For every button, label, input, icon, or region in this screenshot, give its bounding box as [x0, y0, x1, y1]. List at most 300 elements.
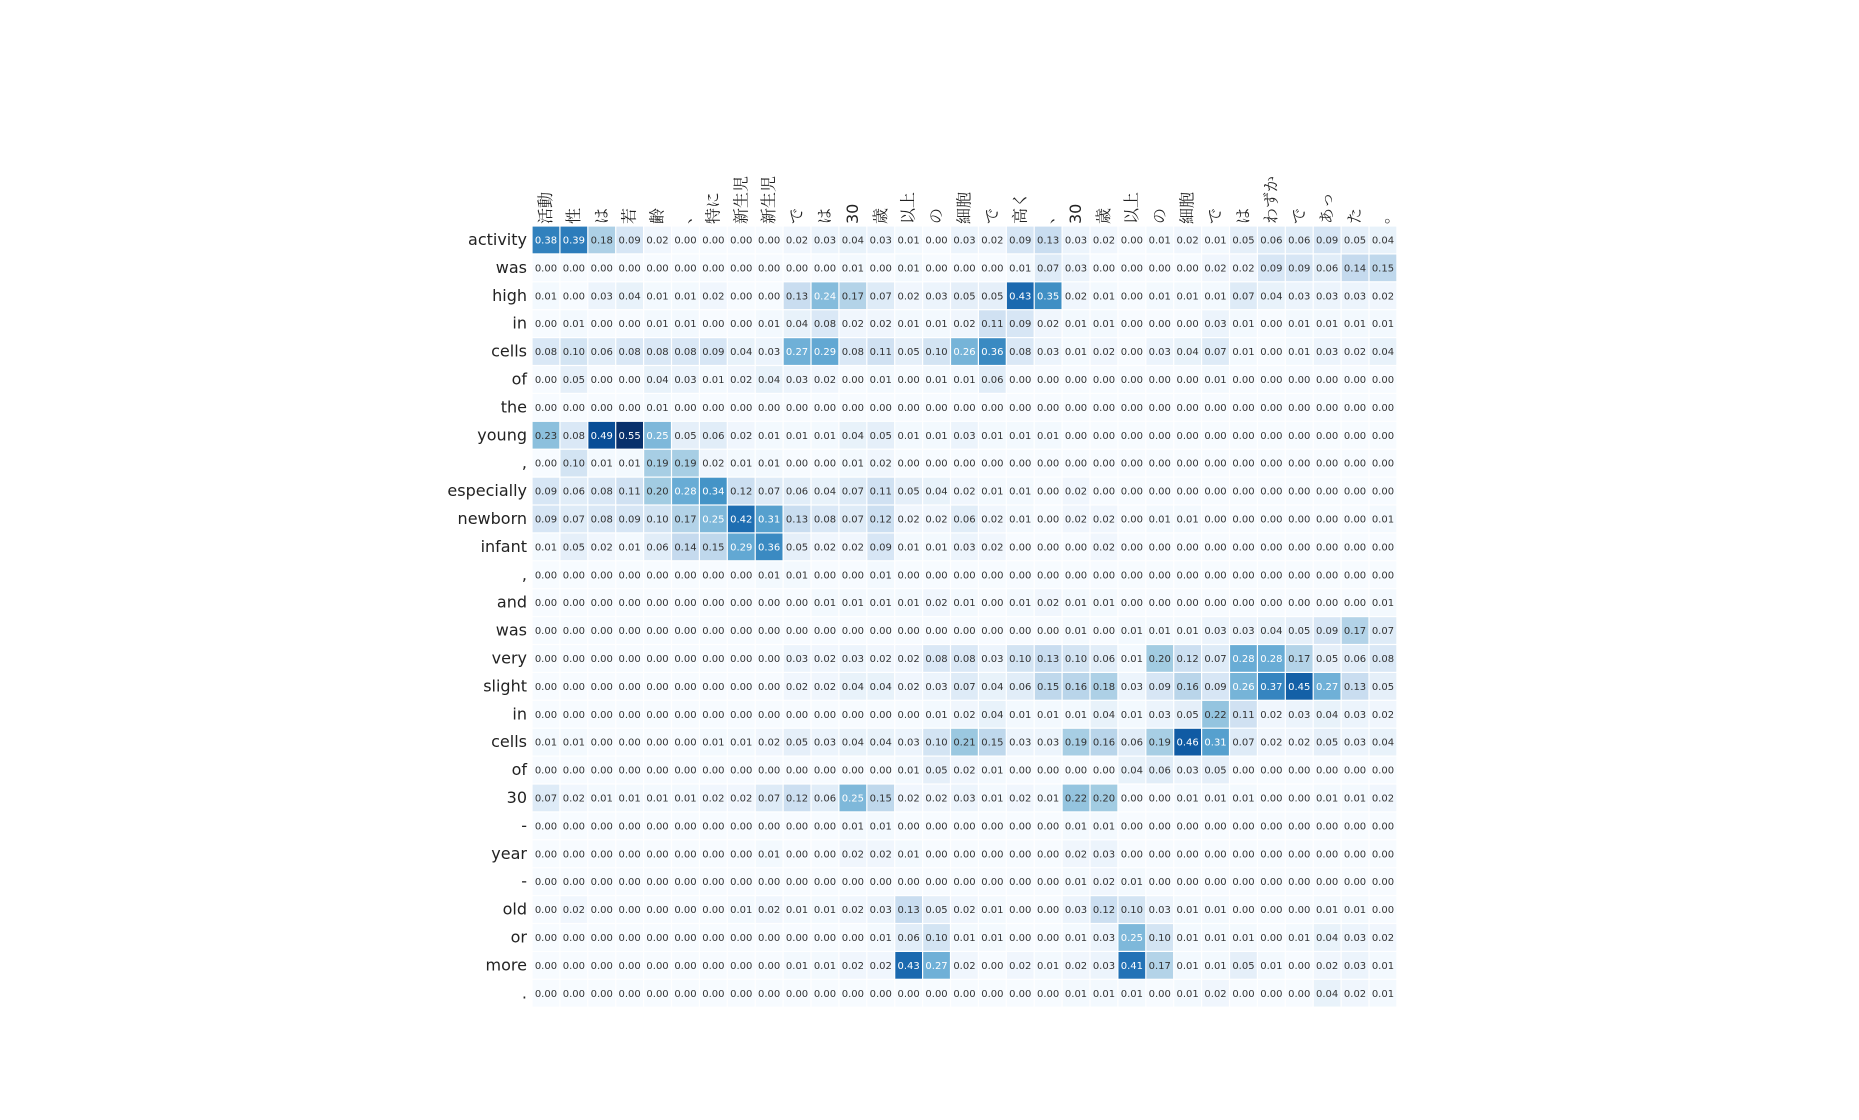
cell-value-label: 0.00 [618, 319, 641, 331]
cell-value-label: 0.02 [953, 486, 976, 498]
cell-value-label: 0.04 [841, 681, 864, 693]
cell-value-label: 0.00 [730, 570, 753, 582]
cell-value-label: 0.00 [1204, 458, 1227, 470]
cell-value-label: 0.36 [981, 347, 1004, 359]
cell-value-label: 0.09 [1260, 263, 1283, 275]
cell-value-label: 0.02 [1092, 514, 1116, 526]
y-tick-label: or [510, 927, 527, 947]
cell-value-label: 0.00 [1148, 402, 1171, 414]
cell-value-label: 0.01 [1204, 960, 1227, 972]
cell-value-label: 0.00 [730, 626, 753, 638]
cell-value-label: 0.41 [1120, 960, 1143, 972]
cell-value-label: 0.01 [1176, 291, 1199, 303]
cell-value-label: 0.00 [1064, 542, 1088, 554]
cell-value-label: 0.02 [813, 681, 837, 693]
cell-value-label: 0.00 [1232, 877, 1255, 889]
cell-value-label: 0.00 [730, 932, 753, 944]
cell-value-label: 0.00 [1260, 347, 1283, 359]
cell-value-label: 0.01 [1232, 932, 1255, 944]
cell-value-label: 0.00 [1371, 849, 1395, 861]
cell-value-label: 0.00 [1120, 542, 1143, 554]
cell-value-label: 0.01 [841, 821, 864, 833]
cell-value-label: 0.00 [981, 626, 1004, 638]
cell-value-label: 0.00 [1037, 542, 1060, 554]
cell-value-label: 0.05 [1371, 681, 1395, 693]
cell-value-label: 0.00 [1009, 765, 1032, 777]
cell-value-label: 0.31 [1204, 737, 1227, 749]
cell-value-label: 0.00 [534, 263, 558, 275]
cell-value-label: 0.01 [758, 570, 781, 582]
cell-value-label: 0.01 [618, 542, 641, 554]
x-tick-label: は [1233, 207, 1253, 224]
cell-value-label: 0.02 [925, 793, 948, 805]
cell-value-label: 0.01 [953, 374, 976, 386]
cell-value-label: 0.16 [1176, 681, 1199, 693]
cell-value-label: 0.28 [1232, 653, 1255, 665]
cell-value-label: 0.00 [730, 402, 753, 414]
y-tick-label: activity [468, 229, 527, 249]
cell-value-label: 0.00 [758, 235, 781, 247]
cell-value-label: 0.00 [1343, 877, 1367, 889]
x-tick-label: 30 [1066, 203, 1086, 224]
cell-value-label: 0.03 [1343, 737, 1367, 749]
cell-value-label: 0.00 [897, 374, 920, 386]
cell-value-label: 0.00 [1176, 486, 1199, 498]
cell-value-label: 0.00 [1120, 486, 1143, 498]
cell-value-label: 0.00 [590, 598, 613, 610]
cell-value-label: 0.42 [730, 514, 753, 526]
cell-value-label: 0.00 [1288, 542, 1311, 554]
cell-value-label: 0.01 [897, 542, 920, 554]
cell-value-label: 0.10 [925, 347, 948, 359]
cell-value-label: 0.06 [785, 486, 809, 498]
cell-value-label: 0.00 [590, 821, 613, 833]
cell-value-label: 0.43 [1009, 291, 1032, 303]
cell-value-label: 0.01 [1343, 905, 1367, 917]
cell-value-label: 0.00 [1148, 877, 1171, 889]
cell-value-label: 0.00 [1371, 542, 1395, 554]
cell-value-label: 0.00 [618, 905, 641, 917]
cell-value-label: 0.00 [1232, 598, 1255, 610]
cell-value-label: 0.00 [1120, 291, 1143, 303]
cell-value-label: 0.00 [1120, 821, 1143, 833]
cell-value-label: 0.03 [869, 905, 892, 917]
cell-value-label: 0.06 [1009, 681, 1032, 693]
cell-value-label: 0.01 [1148, 235, 1171, 247]
cell-value-label: 0.09 [1009, 319, 1032, 331]
cell-value-label: 0.00 [758, 932, 781, 944]
cell-value-label: 0.00 [981, 849, 1004, 861]
cell-value-label: 0.00 [562, 263, 585, 275]
cell-value-label: 0.00 [618, 598, 641, 610]
cell-value-label: 0.00 [534, 626, 558, 638]
cell-value-label: 0.31 [758, 514, 781, 526]
cell-value-label: 0.00 [1037, 486, 1060, 498]
cell-value-label: 0.02 [981, 514, 1004, 526]
cell-value-label: 0.15 [1371, 263, 1395, 275]
cell-value-label: 0.00 [953, 849, 976, 861]
cell-value-label: 0.00 [1316, 849, 1339, 861]
cell-value-label: 0.03 [953, 235, 976, 247]
cell-value-label: 0.04 [1176, 347, 1199, 359]
cell-value-label: 0.05 [1316, 737, 1339, 749]
cell-value-label: 0.02 [1288, 737, 1311, 749]
cell-value-label: 0.03 [1288, 291, 1311, 303]
cell-value-label: 0.00 [1148, 458, 1171, 470]
cell-value-label: 0.03 [897, 737, 920, 749]
cell-value-label: 0.09 [1316, 626, 1339, 638]
cell-value-label: 0.00 [813, 570, 837, 582]
cell-value-label: 0.02 [590, 542, 613, 554]
cell-value-label: 0.04 [618, 291, 641, 303]
cell-value-label: 0.00 [869, 626, 892, 638]
cell-value-label: 0.11 [1232, 709, 1255, 721]
cell-value-label: 0.00 [813, 877, 837, 889]
cell-value-label: 0.19 [1064, 737, 1088, 749]
cell-value-label: 0.00 [646, 960, 669, 972]
cell-value-label: 0.00 [702, 626, 725, 638]
cell-value-label: 0.00 [1120, 374, 1143, 386]
cell-value-label: 0.01 [981, 765, 1004, 777]
cell-value-label: 0.01 [646, 402, 669, 414]
y-axis-labels [447, 230, 527, 1002]
cell-value-label: 0.02 [813, 374, 837, 386]
cell-value-label: 0.01 [1148, 626, 1171, 638]
cell-value-label: 0.00 [1260, 542, 1283, 554]
cell-value-label: 0.34 [702, 486, 725, 498]
cell-value-label: 0.01 [869, 932, 892, 944]
cell-value-label: 0.17 [1343, 626, 1367, 638]
cell-value-label: 0.00 [702, 905, 725, 917]
x-tick-label: 若 [619, 207, 639, 224]
cell-value-label: 0.02 [1037, 319, 1060, 331]
cell-value-label: 0.02 [1204, 988, 1227, 1000]
cell-value-label: 0.00 [1232, 514, 1255, 526]
cell-value-label: 0.01 [1120, 653, 1143, 665]
cell-value-label: 0.00 [730, 263, 753, 275]
cell-value-label: 0.01 [1037, 709, 1060, 721]
cell-value-label: 0.02 [785, 681, 809, 693]
cell-value-label: 0.01 [1316, 905, 1339, 917]
cell-value-label: 0.00 [618, 374, 641, 386]
cell-value-label: 0.00 [785, 849, 809, 861]
cell-value-label: 0.00 [730, 765, 753, 777]
cell-value-label: 0.00 [534, 765, 558, 777]
cell-value-label: 0.01 [1064, 598, 1088, 610]
cell-value-label: 0.00 [534, 374, 558, 386]
cell-value-label: 0.00 [1176, 542, 1199, 554]
cell-value-label: 0.00 [1371, 402, 1395, 414]
cell-value-label: 0.02 [981, 542, 1004, 554]
cell-value-label: 0.01 [1176, 514, 1199, 526]
cell-value-label: 0.02 [869, 653, 892, 665]
cell-value-label: 0.08 [562, 430, 585, 442]
cell-value-label: 0.00 [1037, 905, 1060, 917]
cell-value-label: 0.00 [897, 626, 920, 638]
cell-value-label: 0.00 [1204, 486, 1227, 498]
cell-value-label: 0.00 [841, 374, 864, 386]
cell-value-label: 0.00 [785, 598, 809, 610]
cell-value-label: 0.03 [1064, 235, 1088, 247]
cell-value-label: 0.00 [758, 291, 781, 303]
cell-value-label: 0.00 [674, 263, 697, 275]
cell-value-label: 0.00 [1120, 514, 1143, 526]
cell-value-label: 0.00 [590, 681, 613, 693]
cell-value-label: 0.00 [1120, 570, 1143, 582]
cell-value-label: 0.00 [1371, 374, 1395, 386]
cell-value-label: 0.01 [1092, 821, 1116, 833]
cell-value-label: 0.00 [1260, 458, 1283, 470]
cell-value-label: 0.10 [1148, 932, 1171, 944]
cell-value-label: 0.00 [1009, 374, 1032, 386]
cell-value-label: 0.00 [785, 821, 809, 833]
cell-value-label: 0.00 [674, 681, 697, 693]
cell-value-label: 0.28 [1260, 653, 1283, 665]
cell-value-label: 0.00 [785, 263, 809, 275]
cell-value-label: 0.00 [1343, 486, 1367, 498]
cell-value-label: 0.00 [646, 737, 669, 749]
cell-value-label: 0.00 [1176, 849, 1199, 861]
cell-value-label: 0.01 [1176, 960, 1199, 972]
cell-value-label: 0.00 [981, 402, 1004, 414]
cell-value-label: 0.00 [1260, 932, 1283, 944]
cell-value-label: 0.07 [758, 793, 781, 805]
cell-value-label: 0.07 [1204, 653, 1227, 665]
cell-value-label: 0.00 [1176, 263, 1199, 275]
cell-value-label: 0.01 [590, 458, 613, 470]
cell-value-label: 0.00 [730, 319, 753, 331]
cell-value-label: 0.10 [925, 737, 948, 749]
cell-value-label: 0.00 [590, 319, 613, 331]
cell-value-label: 0.09 [618, 514, 641, 526]
x-tick-label: 以上 [1121, 191, 1141, 224]
cell-value-label: 0.04 [869, 681, 892, 693]
cell-value-label: 0.00 [758, 709, 781, 721]
cell-value-label: 0.03 [1120, 681, 1143, 693]
cell-value-label: 0.03 [813, 737, 837, 749]
cell-value-label: 0.00 [674, 988, 697, 1000]
cell-value-label: 0.00 [1232, 542, 1255, 554]
cell-value-label: 0.01 [1316, 319, 1339, 331]
cell-value-label: 0.00 [1260, 988, 1283, 1000]
cell-value-label: 0.00 [1064, 374, 1088, 386]
cell-value-label: 0.00 [925, 877, 948, 889]
cell-value-label: 0.00 [1371, 570, 1395, 582]
cell-value-label: 0.00 [1316, 486, 1339, 498]
cell-value-label: 0.00 [562, 849, 585, 861]
cell-value-label: 0.00 [981, 988, 1004, 1000]
cell-value-label: 0.00 [841, 626, 864, 638]
cell-value-label: 0.00 [1232, 765, 1255, 777]
cell-value-label: 0.03 [953, 793, 976, 805]
cell-value-label: 0.03 [1009, 737, 1032, 749]
y-tick-label: especially [447, 481, 527, 501]
cell-value-label: 0.00 [1288, 402, 1311, 414]
cell-value-label: 0.00 [534, 960, 558, 972]
cell-value-label: 0.00 [1232, 570, 1255, 582]
cell-value-label: 0.00 [1316, 402, 1339, 414]
cell-value-label: 0.03 [1148, 905, 1171, 917]
cell-value-label: 0.00 [758, 626, 781, 638]
cell-value-label: 0.08 [590, 486, 613, 498]
cell-value-label: 0.02 [702, 291, 725, 303]
cell-value-label: 0.00 [1176, 319, 1199, 331]
cell-value-label: 0.00 [1316, 877, 1339, 889]
cell-value-label: 0.00 [1204, 821, 1227, 833]
cell-value-label: 0.09 [1288, 263, 1311, 275]
cell-value-label: 0.00 [1037, 877, 1060, 889]
cell-value-label: 0.00 [953, 877, 976, 889]
cell-value-label: 0.08 [1009, 347, 1032, 359]
cell-value-label: 0.04 [758, 374, 781, 386]
cell-value-label: 0.01 [841, 598, 864, 610]
cell-value-label: 0.05 [1288, 626, 1311, 638]
cell-value-label: 0.00 [1092, 430, 1116, 442]
cell-value-label: 0.03 [1064, 905, 1088, 917]
cell-value-label: 0.45 [1288, 681, 1311, 693]
cell-value-label: 0.01 [1009, 430, 1032, 442]
cell-value-label: 0.00 [953, 626, 976, 638]
cell-value-label: 0.00 [1316, 570, 1339, 582]
cell-value-label: 0.00 [590, 988, 613, 1000]
cell-value-label: 0.05 [1316, 653, 1339, 665]
cell-value-label: 0.01 [785, 430, 809, 442]
cell-value-label: 0.01 [730, 458, 753, 470]
cell-value-label: 0.01 [1204, 905, 1227, 917]
cell-value-label: 0.00 [1316, 765, 1339, 777]
cell-value-label: 0.03 [1176, 765, 1199, 777]
cell-value-label: 0.00 [702, 821, 725, 833]
x-tick-label: 齢 [647, 207, 667, 224]
cell-value-label: 0.00 [618, 765, 641, 777]
cell-value-label: 0.00 [1176, 877, 1199, 889]
cell-value-label: 0.06 [813, 793, 837, 805]
cell-value-label: 0.00 [813, 988, 837, 1000]
x-tick-label: 、 [675, 207, 695, 224]
cell-value-label: 0.03 [1204, 319, 1227, 331]
cell-value-label: 0.00 [646, 988, 669, 1000]
cell-value-label: 0.01 [1176, 793, 1199, 805]
cell-value-label: 0.00 [953, 988, 976, 1000]
y-tick-label: of [511, 760, 527, 780]
cell-value-label: 0.02 [1009, 960, 1032, 972]
cell-value-label: 0.00 [1037, 626, 1060, 638]
cell-value-label: 0.00 [869, 877, 892, 889]
cell-value-label: 0.06 [1120, 737, 1143, 749]
cell-value-label: 0.01 [981, 430, 1004, 442]
cell-value-label: 0.06 [702, 430, 725, 442]
cell-value-label: 0.01 [1064, 626, 1088, 638]
cell-value-label: 0.00 [925, 821, 948, 833]
cell-value-label: 0.00 [534, 849, 558, 861]
cell-value-label: 0.07 [841, 486, 864, 498]
cell-value-label: 0.25 [646, 430, 669, 442]
cell-value-label: 0.06 [981, 374, 1004, 386]
cell-value-label: 0.00 [1288, 374, 1311, 386]
cell-value-label: 0.00 [1037, 570, 1060, 582]
cell-value-label: 0.00 [1288, 821, 1311, 833]
cell-value-label: 0.00 [1288, 486, 1311, 498]
cell-value-label: 0.00 [646, 570, 669, 582]
cell-value-label: 0.13 [785, 291, 809, 303]
cell-value-label: 0.00 [674, 737, 697, 749]
cell-value-label: 0.00 [1343, 514, 1367, 526]
cell-value-label: 0.10 [1120, 905, 1143, 917]
cell-value-label: 0.00 [1009, 542, 1032, 554]
cell-value-label: 0.00 [1120, 598, 1143, 610]
cell-value-label: 0.00 [534, 932, 558, 944]
cell-value-label: 0.17 [674, 514, 697, 526]
cell-value-label: 0.03 [1037, 737, 1060, 749]
cell-value-label: 0.01 [1232, 347, 1255, 359]
cell-value-label: 0.01 [1064, 347, 1088, 359]
cell-value-label: 0.24 [813, 291, 837, 303]
cell-value-label: 0.01 [981, 932, 1004, 944]
cell-value-label: 0.00 [730, 653, 753, 665]
cell-value-label: 0.00 [1204, 430, 1227, 442]
cell-value-label: 0.00 [841, 570, 864, 582]
cell-value-label: 0.00 [562, 960, 585, 972]
cell-value-label: 0.01 [1176, 905, 1199, 917]
cell-value-label: 0.00 [1148, 821, 1171, 833]
cell-value-label: 0.00 [1371, 905, 1395, 917]
cell-value-label: 0.01 [1092, 988, 1116, 1000]
cell-value-label: 0.00 [702, 932, 725, 944]
cell-value-label: 0.07 [1371, 626, 1395, 638]
cell-value-label: 0.04 [841, 737, 864, 749]
cell-value-label: 0.05 [1176, 709, 1199, 721]
cell-value-label: 0.00 [1148, 988, 1171, 1000]
cell-value-label: 0.00 [730, 821, 753, 833]
cell-value-label: 0.06 [897, 932, 920, 944]
cell-value-label: 0.00 [841, 765, 864, 777]
cell-value-label: 0.01 [1037, 960, 1060, 972]
cell-value-label: 0.01 [981, 793, 1004, 805]
cell-value-label: 0.37 [1260, 681, 1283, 693]
cell-value-label: 0.02 [1064, 960, 1088, 972]
cell-value-label: 0.01 [562, 737, 585, 749]
y-tick-label: cells [491, 732, 527, 752]
cell-value-label: 0.04 [1371, 347, 1395, 359]
cell-value-label: 0.03 [981, 653, 1004, 665]
cell-value-label: 0.00 [897, 821, 920, 833]
y-tick-label: and [496, 592, 527, 612]
cell-value-label: 0.00 [869, 263, 892, 275]
cell-value-label: 0.02 [646, 235, 669, 247]
cell-value-label: 0.04 [813, 486, 837, 498]
x-tick-label: 特に [703, 191, 723, 224]
y-tick-label: , [521, 453, 527, 473]
cell-value-label: 0.01 [897, 235, 920, 247]
cell-value-label: 0.00 [674, 765, 697, 777]
cell-value-label: 0.05 [674, 430, 697, 442]
cell-value-label: 0.00 [646, 626, 669, 638]
cell-value-label: 0.01 [897, 319, 920, 331]
cell-value-label: 0.00 [1009, 402, 1032, 414]
cell-value-label: 0.00 [534, 319, 558, 331]
cell-value-label: 0.01 [758, 458, 781, 470]
cell-value-label: 0.01 [646, 793, 669, 805]
cell-value-label: 0.00 [1176, 374, 1199, 386]
cell-value-label: 0.00 [730, 681, 753, 693]
cell-value-label: 0.03 [1343, 960, 1367, 972]
cell-value-label: 0.00 [674, 402, 697, 414]
cell-value-label: 0.00 [562, 988, 585, 1000]
cell-value-label: 0.00 [702, 235, 725, 247]
cell-value-label: 0.00 [562, 681, 585, 693]
cell-value-label: 0.10 [646, 514, 669, 526]
cell-value-label: 0.00 [1343, 374, 1367, 386]
